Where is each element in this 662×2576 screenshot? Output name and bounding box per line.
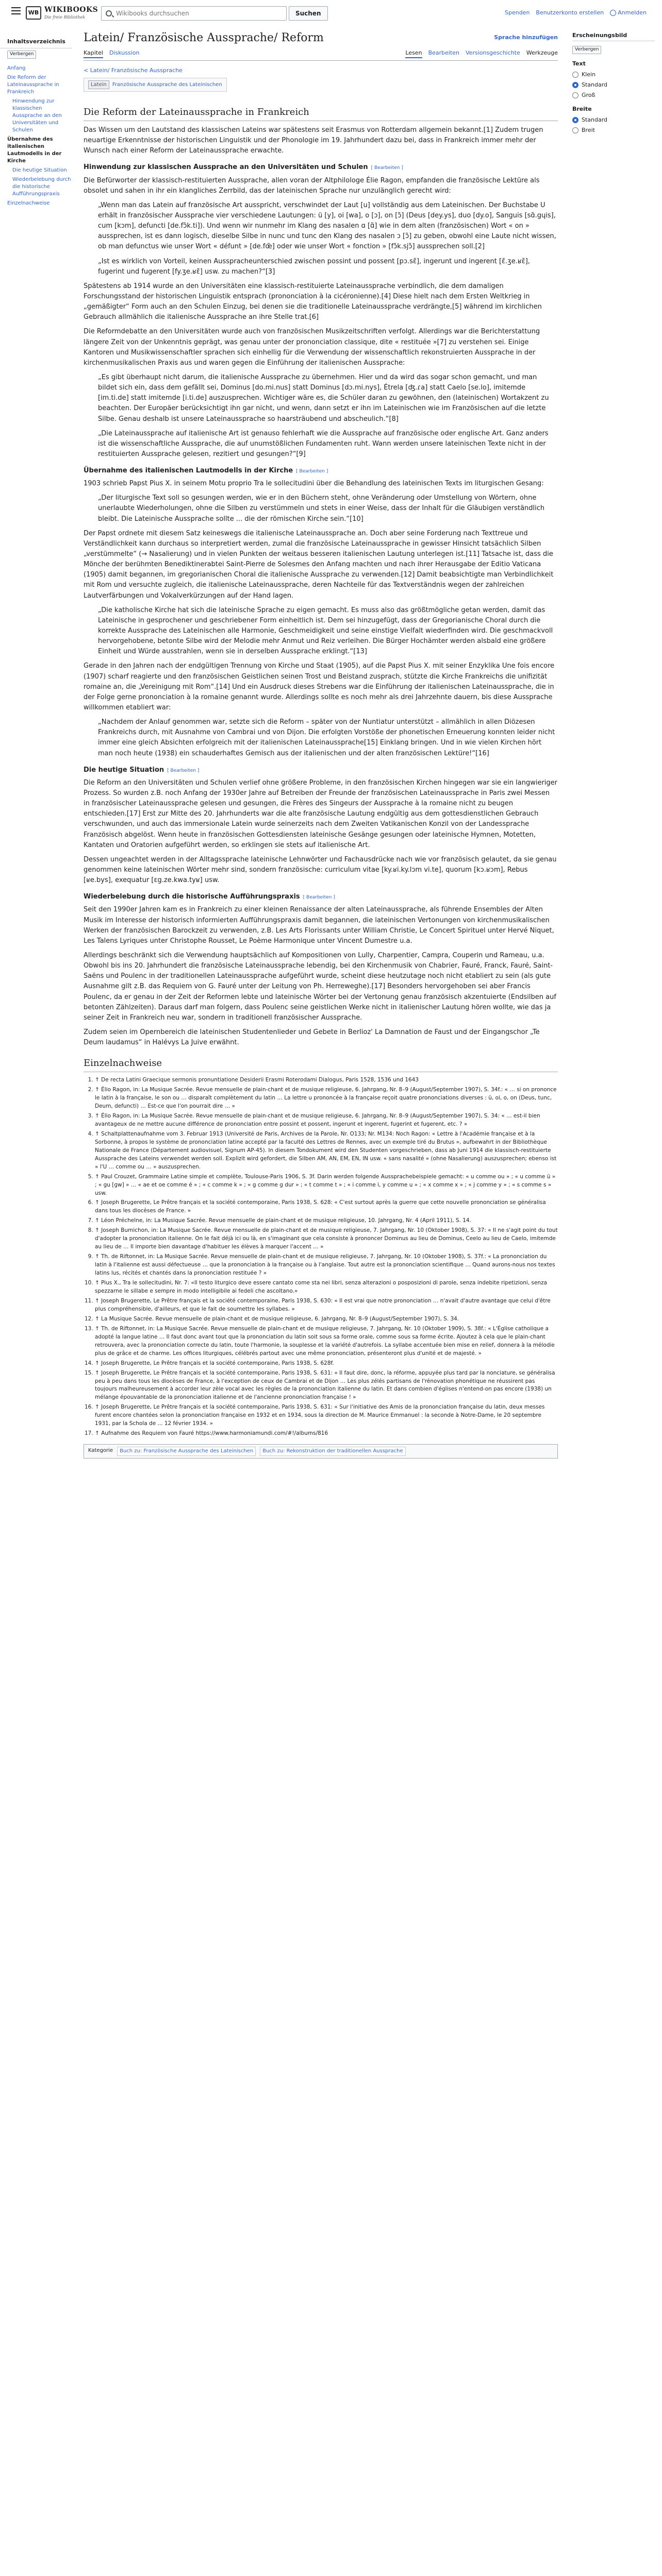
edit-section-link[interactable]: [ Bearbeiten ]: [303, 895, 335, 901]
site-logo[interactable]: [26, 5, 98, 21]
section-heading: Wiederbelebung durch die historische Aufführungspraxis [ Bearbeiten ]: [84, 893, 335, 901]
toc-item-heutige-situation[interactable]: Die heutige Situation: [12, 167, 67, 174]
quote: „Wenn man das Latein auf französische Art ausspricht, verschwindet der Laut [u] vollständig aus dem Lateinischen. Der Buchstabe U erhält in französischer Aussprache vier verschiedene Lautungen: ü [y], oi [wa], o [ɔ], on [ɔ̃] (Deus [dey.ys], duo [dy.o], Sanguis [sɑ̃.gɥis], cum [kɔm], defuncti [de.fɔ̃k.ti]). Und wenn wir nunmehr im Klang des nasalen ɑ [ɑ̃] wie in dem alten (französischen) Wort « on » aussprechen, ist es dann logisch, dieselbe Silbe in nunc und tunc den Klang des nasalen ɔ [ɔ̃] zu geben, obwohl eine Laute nicht wissen, ob man defunctus wie unser Wort « défunt » [de.fœ̃] oder wie unser Wort « fonction » [fɔ̃k.sjɔ̃] aussprechen soll.[2]: [98, 201, 556, 251]
tab-diskussion[interactable]: Diskussion: [109, 49, 140, 56]
radio-icon: [572, 117, 578, 123]
toc-item-wiederbelebung[interactable]: Wiederbelebung durch die historische Aufführungspraxis: [12, 177, 71, 197]
toc-item-reform[interactable]: Die Reform der Lateinaussprache in Frankreich: [7, 75, 59, 95]
page-tabs: [84, 48, 558, 61]
quote: „Der liturgische Text soll so gesungen werden, wie er in den Büchern steht, ohne Veränderung oder Umstellung von Wörtern, ohne unerlaubte Wiederholungen, ohne die Silben zu verstümmeln und stets in einer Weise, dass der Inhalt für die Gläubigen verständlich bleibt. Die Lateinische Aussprache sollte ... die der römischen Kirche sein.“[10]: [98, 494, 545, 523]
tab-kapitel[interactable]: Kapitel: [84, 48, 103, 58]
article-body: [84, 105, 558, 1048]
reference-item: 15. ↑ Joseph Brugerette, Le Prêtre français et la société contemporaine, Paris 1938, S. 631: « Il faut dire, donc, la réforme, appuyée plus tard par la nonciature, se généralisa peu à peu dans tous les diocèses de France, à l'exception de ceux de Cambrai et de Dijon … Les plus zélés partisans de l'rénovation phonétique ne réussirent pas toujours malheureusement à accorder leur zèle vocal avec les règles de la prononciation italienne du latin. Et dans combien d'églises n'entend-on pas encore (1938) un mélange épouvantable de la prononciation italienne et de l'ancienne prononciation française ! »: [95, 1369, 558, 1402]
book-category-box: [84, 78, 227, 92]
appearance-panel: [572, 31, 655, 136]
radio-option[interactable]: Standard: [572, 115, 655, 124]
radio-icon: [572, 72, 578, 78]
section-heading: Die Reform der Lateinaussprache in Frankreich: [84, 105, 558, 121]
width-label: Breite: [572, 106, 592, 113]
width-options: [572, 115, 655, 134]
search-icon: [106, 10, 112, 16]
text-size-label: Text: [572, 60, 586, 67]
edit-section-link[interactable]: [ Bearbeiten ]: [296, 469, 328, 474]
paragraph: Dessen ungeachtet werden in der Alltagssprache lateinische Lehnwörter und Fachausdrücke nach wie vor französisch gelautet, da sie genau genommen keine lateinischen Wörter mehr sind, sondern französische: curriculum vitae [ky.ʁi.ky.lɔm vi.te], quorum [kɔ.ʁɔm], Rebus [ʁe.bys], exequatur [ɛg.ze.kwa.tyʁ] usw.: [84, 855, 557, 885]
category-item[interactable]: Buch zu: Französische Aussprache des Lateinischen: [117, 1447, 256, 1456]
tab-bearbeiten[interactable]: Bearbeiten: [428, 49, 459, 56]
search-button[interactable]: Suchen: [289, 6, 328, 21]
user-icon: [610, 10, 616, 16]
logo-mark: WB: [26, 6, 41, 20]
reference-item: 4. ↑ Schaltplattenaufnahme vom 3. Februar 1913 (Université de Paris, Archives de la Parole, Nr. O133; Nr. M134: Noch Ragon: « Lettre à l'Académie française et à la Sorbonne, à propos le système de prononciation latine accepté par la faculté des Lettres de Rennes, avec un exemple tiré du Brutus », aufbewahrt in der Bibliothèque Nationale de France (Département audiovisuel, Signum AP-45). In diesem Tondokument wird den Studenten vorgeschrieben, dass ab Juni 1914 die klassisch-restituierte Aussprache des Lateins verwendet werden soll. Explizit wird gefordert, die Silben AM, AN, EM, EN, IN usw. « sans nasalité » (ohne Nasalierung) auszusprechen; ebenso ist « l'U … comme ou … » auszusprechen.: [95, 1130, 558, 1172]
reference-item: 13. ↑ Th. de Riftonnet, in: La Musique Sacrée. Revue mensuelle de plain-chant et de musique religieuse, 7. Jahrgang, Nr. 10 (Oktober 1909), S. 38f.: « L'Église catholique a adopté la langue latine … Il faut donc avant tout que la prononciation du latin soit sous sa forme orale, comme sous sa forme écrite. Ajoutez à cela que le plain-chant retrouvera, avec la prononciation correcte du latin, toute l'harmonie, la souplesse et la variété d'autrefois. La syllabe accentuée bien mise en relief, donnera à la mélodie plus de grâce et de charme. Les offices liturgiques, célébrés partout avec une même prononciation, présenteront plus d'unité et de majesté. »: [95, 1325, 558, 1358]
toc-sidebar: [0, 31, 80, 209]
radio-icon: [572, 127, 578, 133]
logo-subtitle: Die freie Bibliothek: [44, 14, 86, 20]
text-size-options: [572, 70, 655, 99]
search-input[interactable]: [116, 10, 286, 17]
create-account-link[interactable]: Benutzerkonto erstellen: [536, 9, 604, 16]
category-item[interactable]: Buch zu: Rekonstruktion der traditionellen Aussprache: [260, 1447, 405, 1456]
category-links: [84, 1444, 558, 1459]
main-content: [84, 31, 558, 1459]
toc-hide-button[interactable]: Verbergen: [7, 50, 36, 59]
reference-item: 8. ↑ Joseph Bumichon, in: La Musique Sacrée. Revue mensuelle de plain-chant et de musique religieuse, 7. Jahrgang, Nr. 10 (Oktober 1908), S. 37: « Il ne s'agit point du tout d'adopter la prononciation italienne. On le fait déjà ici ou là, en s'imaginant que cela consiste à prononcer Dominus au lieu de Dominus, Ceelo au lieu de Caelo, imitemde au lieu de … Il importe bien davantage d'habituer les élèves à marquer l'accent … »: [95, 1227, 558, 1251]
paragraph: Die Befürworter der klassisch-restituierten Aussprache, allen voran der Altphilologe Élie Ragon, empfanden die französische Lektüre als obsolet und sahen in ihr ein klangliches Zerrbild, das der lateinischen Sprache nur unzulänglich gerecht wird:: [84, 176, 540, 195]
quote: „Die katholische Kirche hat sich die lateinische Sprache zu eigen gemacht. Es muss also das größtmögliche getan werden, damit das Lateinische in gesprochener und geschriebener Form einheitlich ist. Dem sei hinzugefügt, dass der Gregorianische Choral durch die korrekte Aussprache des Lateinischen alle Harmonie, Geschmeidigkeit und seine einstige Vielfalt wiederfinden wird. Die geschmackvoll hervorgehobene, betonte Silbe wird der Melodie mehr Anmut und Reiz verleihen. Die Bürger Hochämter werden alsbald eine größere Einheit und Würde ausstrahlen, wenn sie in derselben Aussprache erklingt.“[13]: [98, 606, 553, 656]
reference-item: 1. ↑ De recta Latini Graecique sermonis pronuntiatione Desiderii Erasmi Roterodami Dialogus, Paris 1528, 1536 und 1643: [95, 1076, 558, 1084]
reference-item: 9. ↑ Th. de Riftonnet, in: La Musique Sacrée. Revue mensuelle de plain-chant et de musique religieuse, 7. Jahrgang, Nr. 10 (Oktober 1908), S. 37f.: « La prononciation du latin à l'italienne est aussi défectueuse … que la prononciation à la française ou à l'anglaise. Tout autre est la prononciation scientifique … Quand aurons-nous nos textes latins lus, récités et chantés dans la prononciation restituée ? »: [95, 1253, 558, 1278]
radio-option[interactable]: Groß: [572, 91, 655, 99]
reference-item: 7. ↑ Léon Préchelne, in: La Musique Sacrée. Revue mensuelle de plain-chant et de musique religieuse, 10. Jahrgang, Nr. 4 (April 1911), S. 14.: [95, 1217, 558, 1225]
logo-title: WIKIBOOKS: [44, 6, 98, 14]
paragraph: Das Wissen um den Lautstand des klassischen Lateins war spätestens seit Erasmus von Rotterdam allgemein bekannt.[1] Zudem trugen neuartige Erkenntnisse der historischen Linguistik und der Phonologie im 19. Jahrhundert dazu bei, dass in Frankreich immer mehr der Wunsch nach einer Reform der Lateinaussprache erwachte.: [84, 126, 543, 155]
toc-item-anfang[interactable]: Anfang: [7, 65, 26, 72]
edit-section-link[interactable]: [ Bearbeiten ]: [371, 165, 403, 171]
paragraph: Der Papst ordnete mit diesem Satz keineswegs die italienische Lateinaussprache an. Doch aber seine Forderung nach Texttreue und Verständlichkeit kann durchaus so interpretiert werden, zumal die französische Lateinaussprache in gewisser Hinsicht tatsächlich Silben „verstümmelte“ (→ Nasalierung) und in vielen Punkten der weitaus besseren italienischen Lautung unterlegen ist.[11] Tatsache ist, dass die Mönche der berühmten Benediktinerabtei Saint-Pierre de Solesmes den Anfang machten und nach ihrer Herausgabe der Editio Vaticana (1905) damit begannen, im gregorianischen Choral die italienische Aussprache zu verwenden.[12] Damit beabsichtigte man Verbindlichkeit mit Rom und versuchte zugleich, die italienische Lateinaussprache, deren Nachteile für das Textverständnis wegen der zahlreichen Lautverfärbungen und Vokalverkürzungen auf der Hand lagen.: [84, 529, 554, 600]
section-heading: Die heutige Situation [ Bearbeiten ]: [84, 766, 200, 774]
toc-title: Inhaltsverzeichnis: [7, 38, 65, 45]
reference-item: 5. ↑ Paul Crouzet, Grammaire Latine simple et complète, Toulouse-Paris 1906, S. 3f. Darin werden folgende Aussprachebeispiele gemacht: « u comme ou » ; « u comme ü » ; « gu [ɡw] » … « ae et oe comme é » ; « c comme k » ; « g comme g dur » ; « t comme t » ; « i comme i, y comme u » ; « x comme x » ; « j comme y » ; « s comme s » usw.: [95, 1173, 558, 1198]
reference-item: 17. ↑ Aufnahme des Requiem von Fauré https://www.harmoniamundi.com/#!/albums/816: [95, 1430, 558, 1438]
section-heading: Übernahme des italienischen Lautmodells in der Kirche [ Bearbeiten ]: [84, 467, 328, 475]
reference-item: 11. ↑ Joseph Brugerette, Le Prêtre français et la société contemporaine, Paris 1938, S. 630: « Il est vrai que notre prononciation … n'avait d'autre avantage que celui d'être plus compréhensible, d'ailleurs, et que le fait de soumettre les syllabes. »: [95, 1297, 558, 1314]
tools-menu[interactable]: Werkzeuge: [526, 49, 558, 56]
reference-item: 3. ↑ Élio Ragon, in: La Musique Sacrée. Revue mensuelle de plain-chant et de musique religieuse, 6. Jahrgang, Nr. 8–9 (August/September 1907), S. 34: « … est-il bien avantageux de ne mettre aucune différence de prononciation entre possint et possent, ingerunt et ingerent, fugerint et fugerent, etc. ? »: [95, 1112, 558, 1129]
quote: „Es gibt überhaupt nicht darum, die italienische Aussprache zu übernehmen. Hier und da wird das sogar schon gemacht, und man bildet sich ein, dass dem gefällt sei, Dominus [do.mi.nus] statt Dominus [dɔ.mi.nys], Étrela [ʤ.ɾa] statt Caelo [se.lo], imitemde [im.ti.de] statt imitemde [i.ti.de] auszusprechen. Wichtiger wäre es, die Schüler daran zu gewöhnen, den (lateinischen) Wortakzent zu beachten. Der Europäer berücksichtigt ihn gar nicht, und wenn, dann setzt er ihn im Lateinischen wie im Französischen auf die letzte Silbe. Genau deshalb ist unsere Lateinaussprache so haarsträubend und abscheulich.“[8]: [98, 373, 549, 423]
toc-item-hinwendung[interactable]: Hinwendung zur klassischen Aussprache an den Universitäten und Schulen: [12, 98, 62, 133]
refs-heading: Einzelnachweise: [84, 1056, 558, 1072]
toc-item-uebernahme[interactable]: Übernahme des italienischen Lautmodells in der Kirche: [7, 137, 62, 164]
quote: „Die Lateinaussprache auf italienische Art ist genauso fehlerhaft wie die Aussprache auf französische oder englische Art. Ganz anders ist die wissenschaftliche Aussprache, die auf unumstößlichen Fundamenten ruht. Wann werden unsere lateinischen Texte nicht in der restituierten Aussprache gelesen, rezitiert und gesungen?“[9]: [98, 429, 549, 458]
toc-item-einzelnachweise[interactable]: Einzelnachweise: [7, 200, 50, 207]
paragraph: Allerdings beschränkt sich die Verwendung hauptsächlich auf Kompositionen von Lully, Charpentier, Campra, Couperin und Rameau, u.a. Obwohl bis ins 20. Jahrhundert die französische Lateinaussprache lebendig, bei den Kirchenmusik von Chabrier, Fauré, Franck, Fauré, Saint-Saëns und Poulenc in der traditionellen Lateinaussprache aufgeführt wurde, scheint diese heutzutage noch nicht etabliert zu sein (als gute Ausnahme gilt z.B. das Requiem von G. Fauré unter der Leitung von Ph. Herreweghe).[17] Besonders hervorgehoben sei aber Francis Poulenc, da er genau in der Zeit der Reformen lebte und lateinische Wörter bei der Vertonung genau französisch akzentuierte (Endsilben auf betonten Zählzeiten). Daraus darf man folgern, dass Poulenc seine geistlichen Werke nicht in italienischer Lautung hören wollte, wie das ja seiner Zeit in Frankreich neu war, sondern in traditionell französischer Aussprache.: [84, 951, 556, 1022]
radio-option[interactable]: Breit: [572, 126, 655, 134]
references-list: [95, 1076, 558, 1438]
reference-item: 16. ↑ Joseph Brugerette, Le Prêtre français et la société contemporaine, Paris 1938, S. 631: « Sur l'initiative des Amis de la prononciation française du latin, deux messes furent encore chantées selon la prononciation française en 1932 et en 1934, sous la direction de M. Maurice Emmanuel : la seconde à Notre-Dame, le 20 septembre 1931, par la Schola de ... 12 février 1934. »: [95, 1403, 558, 1428]
reference-item: 12. ↑ La Musique Sacrée. Revue mensuelle de plain-chant et de musique religieuse, 6. Jahrgang, Nr. 8–9 (August/September 1907), S. 34.: [95, 1315, 558, 1324]
quote: „Nachdem der Anlauf genommen war, setzte sich die Reform – später von der Nuntiatur unterstützt – allmählich in allen Diözesen Frankreichs durch, mit Ausnahme von Cambrai und von Dijon. Die erfolgten Vorstöße der phonetischen Erneuerung konnten leider nicht immer eine gleich Absichten erfolgreich mit der italienischen Lateinaussprache[15] Einklang bringen. Und in wie vielen Kirchen hört man noch heute (1938) ein schauderhaftes Gemisch aus der italienischen und der alten französischen Lektüre!“[16]: [98, 718, 555, 757]
paragraph: Spätestens ab 1914 wurde an den Universitäten eine klassisch-restituierte Lateinaussprache verbindlich, die dem damaligen Forschungsstand der historischen Linguistik entsprach (prononciation à la cicéronienne).[4] Diese hielt nach dem Ersten Weltkrieg in „gemäßigter“ Form auch an den Schulen Einzug, bei denen sie die traditionelle Lateinaussprache verdrängte,[5] während im kirchlichen Gebrauch allmählich die italienische Aussprache an ihre Stelle trat.[6]: [84, 282, 542, 321]
book-badge[interactable]: Latein: [88, 80, 109, 90]
tab-lesen[interactable]: Lesen: [405, 48, 422, 58]
radio-option[interactable]: Klein: [572, 70, 655, 79]
radio-icon: [572, 92, 578, 98]
category-label: Kategorie: [88, 1448, 113, 1454]
main-menu-icon[interactable]: [11, 7, 21, 14]
radio-icon: [572, 82, 578, 88]
paragraph: 1903 schrieb Papst Pius X. in seinem Motu proprio Tra le sollecitudini über die Behandlung des lateinischen Texts im liturgischen Gesang:: [84, 480, 544, 488]
top-bar: [0, 0, 662, 26]
quote: „Ist es wirklich von Vorteil, keinen Ausspracheunterschied zwischen possint und possent [pɔ.sɛ̃], ingerunt und ingerent [ɛ̃.ʒe.ʁɛ̃], fugerint und fugerent [fy.ʒe.ʁɛ̃] usw. zu machen?“[3]: [98, 257, 530, 276]
appearance-title: Erscheinungsbild: [572, 32, 627, 39]
appearance-hide-button[interactable]: Verbergen: [572, 46, 601, 54]
edit-section-link[interactable]: [ Bearbeiten ]: [167, 768, 200, 773]
paragraph: Die Reform an den Universitäten und Schulen verlief ohne größere Probleme, in den französischen Kirchen hingegen war sie ein langwieriger Prozess. So wurden z.B. noch Anfang der 1930er Jahre auf Betreiben der Freunde der französischen Lateinaussprache in Paris zwei Messen in französischer Lateinaussprache gelesen und gesungen, die Frères des Singeurs der Aussprache à la romaine nicht zu beugen entschieden.[17] Erst zur Mitte des 20. Jahrhunderts war die alte französische Lautung endgültig aus dem gottesdienstlichen Gebrauch verschwunden, und auch das immersionale Latein wurde seinerzeits nach dem Zweiten Vatikanischen Konzil von der Landessprache Französisch abgelöst. Wenn heute in französischen Gottesdiensten lateinische Gesänge gesungen oder lateinische Hymnen, Motetten, Kantaten und Oratorien aufgeführt werden, so erklingen sie stets auf italienische Art.: [84, 778, 557, 849]
radio-option[interactable]: Standard: [572, 80, 655, 89]
search-box[interactable]: [101, 6, 287, 21]
reference-item: 10. ↑ Pius X., Tra le sollecitudini, Nr. 7: «Il testo liturgico deve essere cantato come sta nei libri, senza alterazioni o posposizioni di parole, senza indebite ripetizioni, senza spezzarne le sillabe e sempre in modo intelligibile ai fedeli che ascoltano.»: [95, 1279, 558, 1296]
tab-versionsgeschichte[interactable]: Versionsgeschichte: [466, 49, 520, 56]
user-links: [505, 8, 647, 17]
paragraph: Gerade in den Jahren nach der endgültigen Trennung von Kirche und Staat (1905), auf die Papst Pius X. mit seiner Enzyklika Une fois encore (1907) scharf reagierte und den französischen Geistlichen seinen Trost und Beistand zusprach, stützte die Kirche Frankreichs die unifizität romaine an, die „Vereinigung mit Rom“.[14] Und ein Ausdruck dieses Strebens war die Einführung der italienischen Lateinaussprache, die in der Folge gerne prononciation à la romaine genannt wurde. Allerdings sollte es noch mehr als drei Jahrzehnte dauern, bis diese Aussprache willkommen etabliert war:: [84, 662, 555, 712]
book-category-link[interactable]: Französische Aussprache des Lateinischen: [112, 81, 222, 88]
toc-list: [0, 65, 72, 207]
section-heading: Hinwendung zur klassischen Aussprache an den Universitäten und Schulen [ Bearbeiten ]: [84, 163, 403, 172]
paragraph: Zudem seien im Opernbereich die lateinischen Studentenlieder und Gebete in Berlioz' La Damnation de Faust und der Eingangschor „Te Deum laudamus“ in Halévys La Juive erwähnt.: [84, 1028, 540, 1047]
reference-item: 6. ↑ Joseph Brugerette, Le Prêtre français et la société contemporaine, Paris 1938, S. 628: « C'est surtout après la guerre que cette nouvelle prononciation se généralisa dans tous les diocèses de France. »: [95, 1199, 558, 1215]
breadcrumb[interactable]: < Latein/ Französische Aussprache: [84, 66, 183, 74]
page-title: Latein/ Französische Aussprache/ Reform: [84, 31, 324, 44]
toc-header: [0, 31, 72, 48]
donate-link[interactable]: Spenden: [504, 9, 530, 16]
paragraph: Seit den 1990er Jahren kam es in Frankreich zu einer kleinen Renaissance der alten Lateinaussprache, als führende Ensembles der Alten Musik im Interesse der historisch informierten Aufführungspraxis damit begannen, die lateinischen Vertonungen von kirchenmusikalischen Werken der französischen Barockzeit zu verwenden, z.B. Les Arts Florissants unter William Christie, Le Concert Spirituel unter Hervé Niquet, Les Talens Lyriques unter Christophe Rousset, Le Poème Harmonique unter Vincent Dumestre u.a.: [84, 906, 554, 945]
reference-item: 2. ↑ Élio Ragon, in: La Musique Sacrée. Revue mensuelle de plain-chant et de musique religieuse, 6. Jahrgang, Nr. 8–9 (August/September 1907), S. 34f.: « … si on prononce le latin à la française, le son ou … disparaît complètement du latin … La lettre u prononcée à la française reçoit quatre prononciations diverses : ü, oi, o, on (Deus, tunc, Deum, defuncti) … Est-ce que l'on pourrait dire … »: [95, 1086, 558, 1111]
language-button[interactable]: Sprache hinzufügen: [494, 34, 558, 41]
paragraph: Die Reformdebatte an den Universitäten wurde auch von französischen Musikzeitschriften verfolgt. Allerdings war die Berichterstattung längere Zeit von der Unkenntnis geprägt, was genau unter der prononciation classique, dite « restituée »[7] zu verstehen sei. Einige Kantoren und Musikwissenschaftler sprachen sich einhellig für die Verwendung der wissenschaftlich rekonstruierten Aussprache in der kirchenmusikalischen Praxis aus und waren gegen die Einführung der italienischen Aussprache:: [84, 328, 540, 367]
reference-item: 14. ↑ Joseph Brugerette, Le Prêtre français et la société contemporaine, Paris 1938, S. 628f.: [95, 1360, 558, 1368]
login-link[interactable]: Anmelden: [610, 8, 647, 17]
